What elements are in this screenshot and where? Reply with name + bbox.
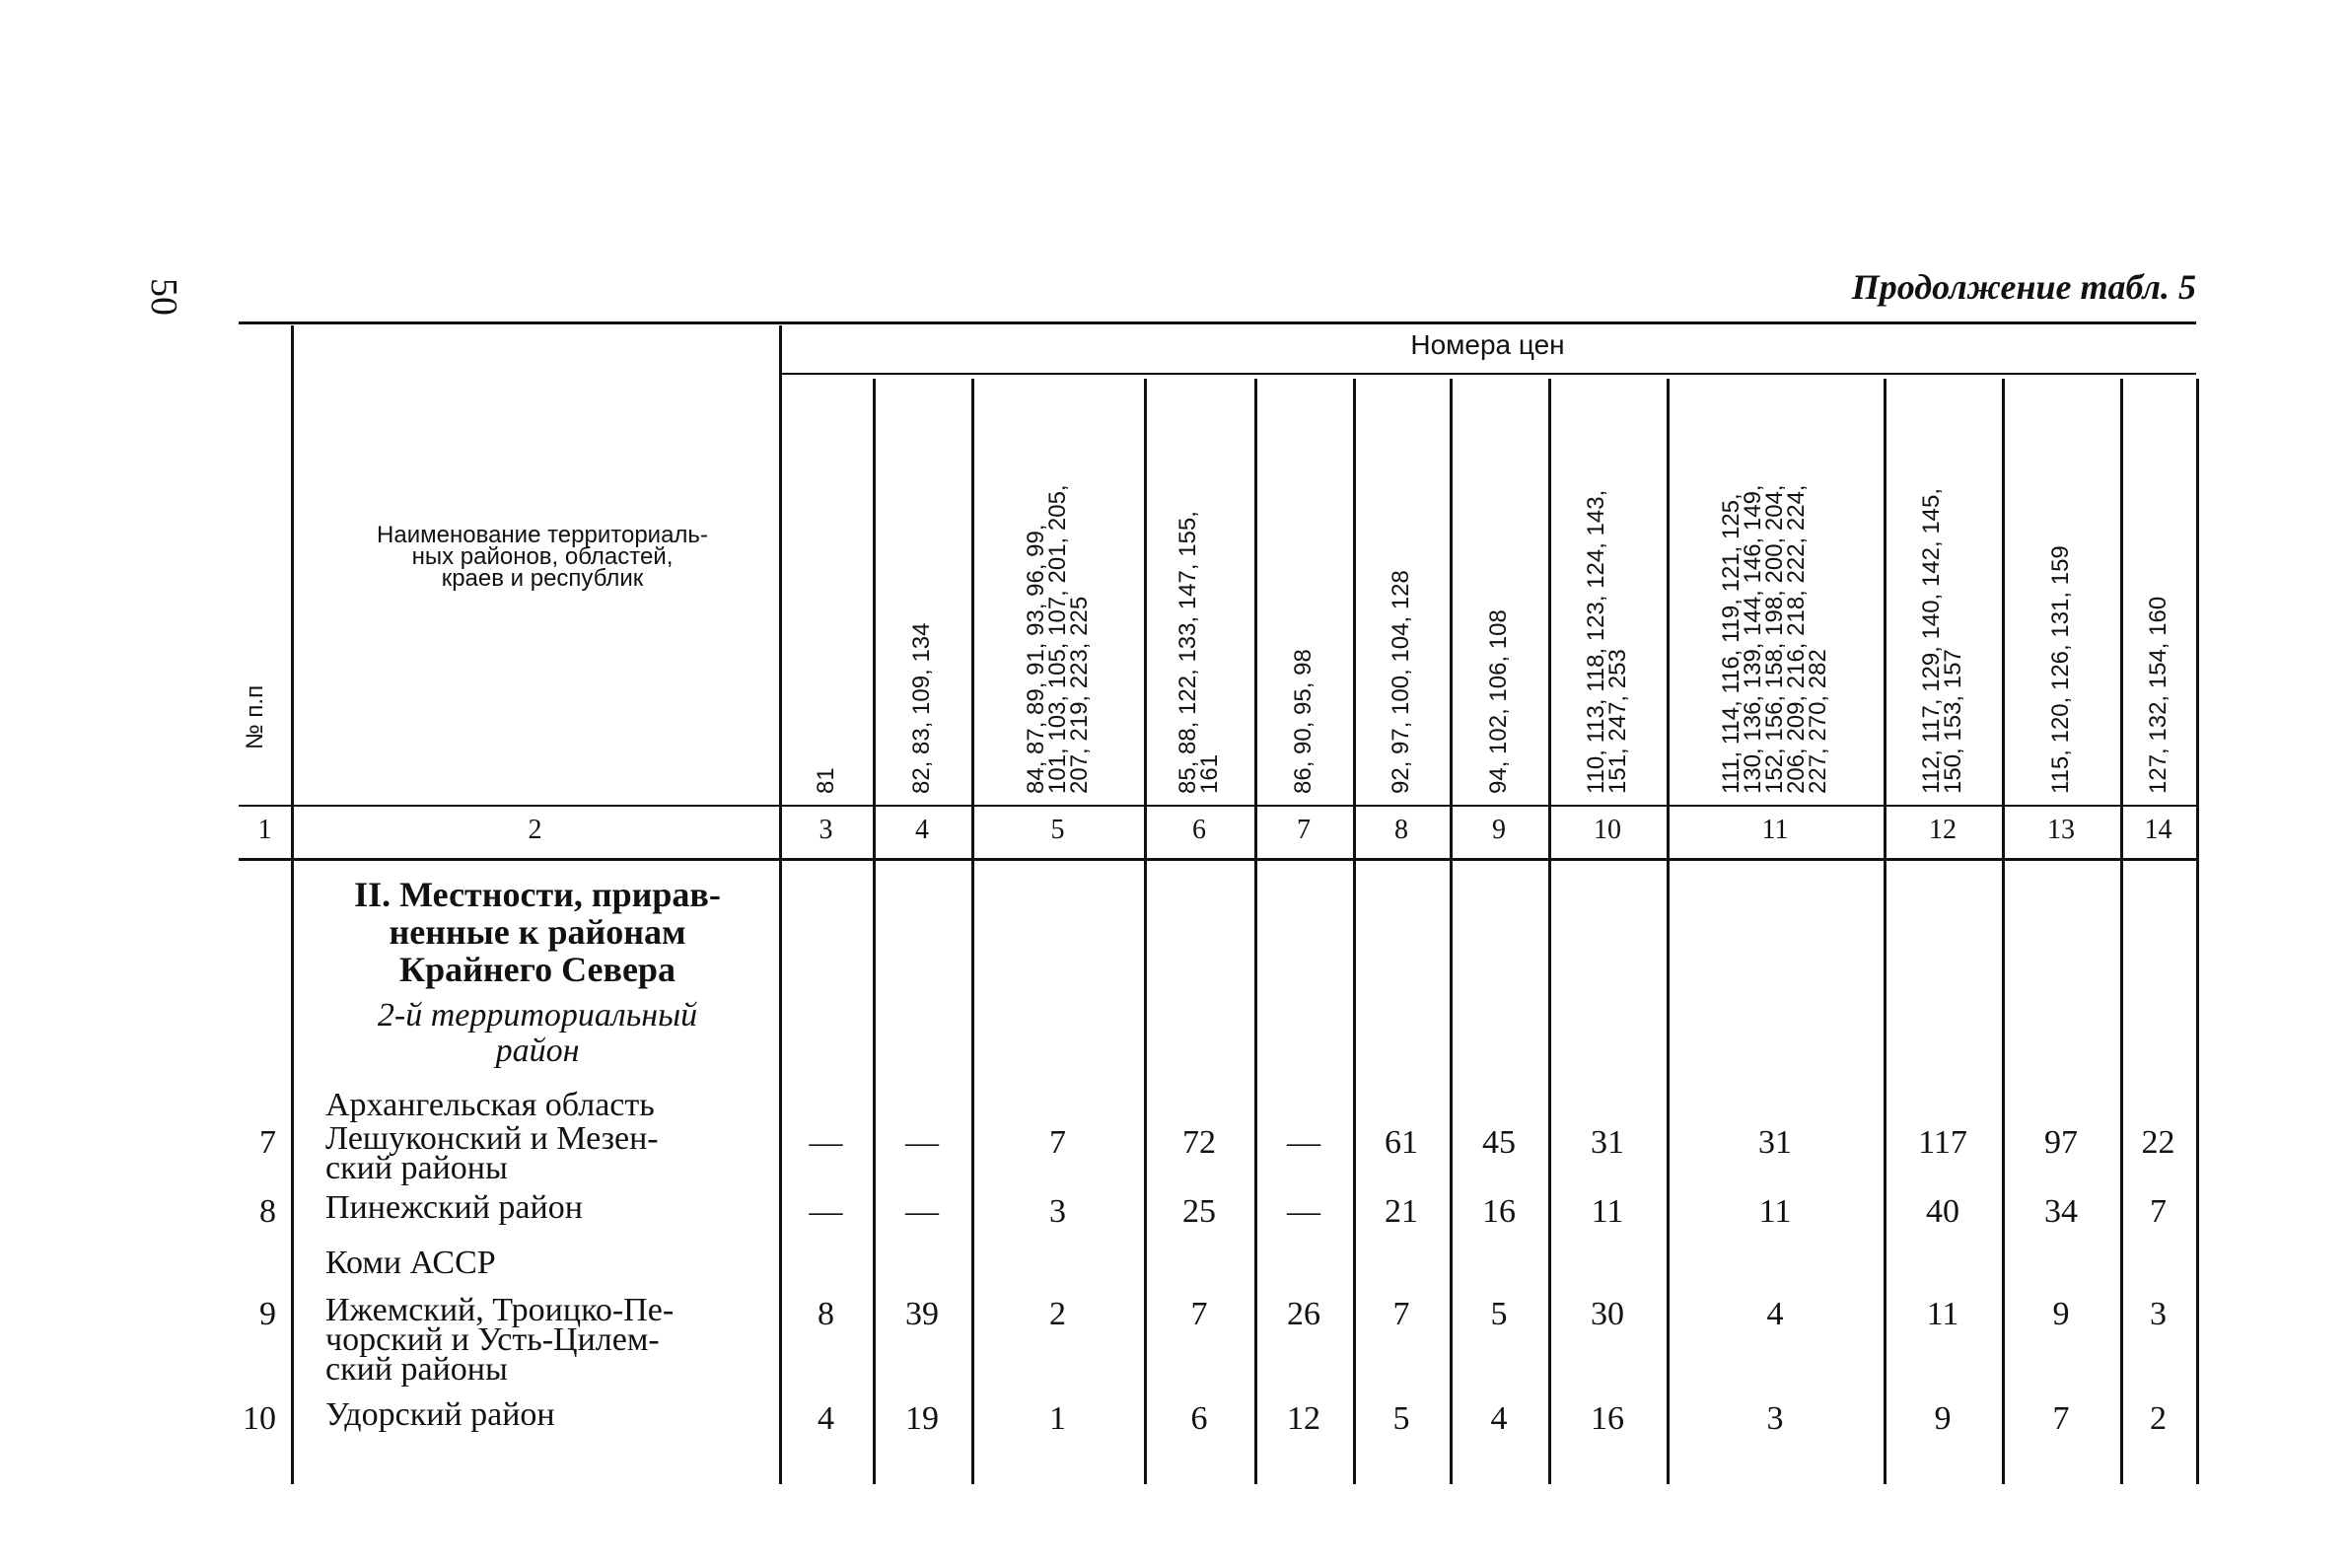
- table-cell: 19: [905, 1400, 939, 1437]
- column-number: 12: [1929, 815, 1957, 845]
- column-number: 9: [1492, 815, 1506, 845]
- price-column-header: [873, 380, 971, 794]
- table-cell: —: [1287, 1193, 1320, 1230]
- price-column-header: [2120, 380, 2196, 794]
- table-cell: 7: [1190, 1296, 1208, 1332]
- table-cell: 97: [2044, 1124, 2078, 1161]
- table-cell: 34: [2044, 1193, 2078, 1230]
- rule-colnums-bottom: [239, 858, 2196, 861]
- group-label-komi: Коми АССР: [325, 1245, 496, 1281]
- table-cell: 25: [1182, 1193, 1216, 1230]
- price-column-label: 94, 102, 106, 108: [1485, 609, 1512, 794]
- price-column-header: [971, 380, 1144, 794]
- table-cell: 9: [1934, 1400, 1952, 1437]
- column-number: 2: [528, 815, 542, 845]
- price-column-header: [1353, 380, 1450, 794]
- table-cell: 9: [2052, 1296, 2070, 1332]
- row-name: Удорский район: [325, 1396, 555, 1433]
- price-column-label: 115, 120, 126, 131, 159: [2047, 545, 2074, 794]
- table-cell: 7: [1392, 1296, 1410, 1332]
- table-cell: 21: [1385, 1193, 1418, 1230]
- table-cell: 11: [1591, 1193, 1624, 1230]
- price-column-label: 112, 117, 129, 140, 142, 145, 150, 153, 157: [1918, 487, 1966, 794]
- column-number: 8: [1394, 815, 1408, 845]
- row-name: Пинежский район: [325, 1189, 583, 1226]
- table-cell: —: [905, 1193, 939, 1230]
- column-number: 11: [1761, 815, 1789, 845]
- rule-top: [239, 321, 2196, 324]
- header-name: Наименование территориаль- ных районов, областей, краев и республик: [377, 522, 708, 592]
- price-column-label: 111, 114, 116, 119, 121, 125, 130, 136, 139, 144, 146, 149, 152, 156, 158, 198, 200, 204, 206, 209, 216, 218, 222, 224, 227, 270, 282: [1718, 484, 1831, 794]
- column-number: 10: [1594, 815, 1621, 845]
- table-cell: 22: [2141, 1124, 2175, 1161]
- price-column-label: 127, 132, 154, 160: [2144, 596, 2171, 794]
- table-cell: 11: [1926, 1296, 1959, 1332]
- column-number: 14: [2144, 815, 2172, 845]
- table-cell: 5: [1392, 1400, 1410, 1437]
- price-column-label: 86, 90, 95, 98: [1290, 649, 1317, 794]
- table-caption: Продолжение табл. 5: [1851, 267, 2196, 307]
- table-cell: 26: [1287, 1296, 1320, 1332]
- table-cell: 31: [1758, 1124, 1792, 1161]
- section-title: II. Местности, прирав- ненные к районам Крайнего Севера: [354, 875, 721, 989]
- column-rule: [2196, 379, 2199, 1484]
- table-cell: 3: [1049, 1193, 1066, 1230]
- row-number: 8: [259, 1193, 276, 1230]
- row-number: 7: [259, 1124, 276, 1161]
- table-cell: 16: [1591, 1400, 1624, 1437]
- row-number: 9: [259, 1296, 276, 1332]
- column-rule: [291, 325, 294, 1484]
- header-prices: Номера цен: [1410, 329, 1565, 360]
- price-column-header: [1548, 380, 1667, 794]
- table-cell: 7: [2150, 1193, 2167, 1230]
- table-cell: 2: [2150, 1400, 2167, 1437]
- table-cell: 11: [1758, 1193, 1792, 1230]
- table-cell: 2: [1049, 1296, 1066, 1332]
- table-cell: 4: [818, 1400, 834, 1437]
- page-number: 50: [143, 278, 184, 316]
- price-column-header: [1254, 380, 1353, 794]
- table-cell: 39: [905, 1296, 939, 1332]
- column-number: 1: [257, 815, 272, 845]
- row-name: Ижемский, Троицко-Пе- чорский и Усть-Цилем- ский районы: [325, 1292, 675, 1388]
- table-cell: —: [905, 1124, 939, 1161]
- table-cell: 30: [1591, 1296, 1624, 1332]
- price-column-label: 82, 83, 109, 134: [908, 622, 935, 794]
- column-number: 4: [915, 815, 929, 845]
- rule-colnums-top: [239, 805, 2196, 807]
- section-subtitle: 2-й территориальный район: [377, 997, 698, 1069]
- table-cell: 4: [1490, 1400, 1508, 1437]
- price-column-header: [1450, 380, 1548, 794]
- price-column-label: 92, 97, 100, 104, 128: [1388, 570, 1414, 794]
- price-column-header: [2002, 380, 2120, 794]
- table-cell: 7: [1049, 1124, 1066, 1161]
- table-cell: 4: [1766, 1296, 1784, 1332]
- group-label-arkhangelsk: Архангельская область: [325, 1087, 655, 1123]
- table-cell: 3: [1766, 1400, 1784, 1437]
- price-column-label: 84, 87, 89, 91, 93, 96, 99, 101, 103, 105, 107, 201, 205, 207, 219, 223, 225: [1022, 484, 1093, 794]
- column-number: 3: [819, 815, 833, 845]
- table-cell: —: [809, 1193, 843, 1230]
- rule-prices: [779, 373, 2196, 375]
- table-cell: 6: [1190, 1400, 1208, 1437]
- price-column-header: [779, 380, 873, 794]
- table-cell: 16: [1482, 1193, 1516, 1230]
- price-column-label: 85, 88, 122, 133, 147, 155, 161: [1174, 511, 1223, 794]
- price-column-header: [1144, 380, 1254, 794]
- table-cell: 72: [1182, 1124, 1216, 1161]
- table-cell: 7: [2052, 1400, 2070, 1437]
- table-cell: 3: [2150, 1296, 2167, 1332]
- price-column-header: [1884, 380, 2002, 794]
- table-cell: 117: [1918, 1124, 1967, 1161]
- table-cell: —: [1287, 1124, 1320, 1161]
- price-column-header: [1667, 380, 1884, 794]
- row-number: 10: [243, 1400, 276, 1437]
- column-number: 5: [1050, 815, 1065, 845]
- price-column-label: 110, 113, 118, 123, 124, 143, 151, 247, 253: [1583, 489, 1631, 794]
- column-number: 6: [1192, 815, 1206, 845]
- table-cell: 5: [1490, 1296, 1508, 1332]
- row-name: Лешуконский и Мезен- ский районы: [325, 1120, 659, 1186]
- table-cell: 12: [1287, 1400, 1320, 1437]
- header-row-no: № п.п: [242, 684, 268, 749]
- table-cell: 45: [1482, 1124, 1516, 1161]
- price-column-label: 81: [812, 767, 839, 794]
- table-cell: 1: [1049, 1400, 1066, 1437]
- table-cell: 61: [1385, 1124, 1418, 1161]
- column-number: 7: [1297, 815, 1311, 845]
- table-cell: —: [809, 1124, 843, 1161]
- column-number: 13: [2047, 815, 2075, 845]
- table-cell: 8: [818, 1296, 834, 1332]
- table-cell: 40: [1926, 1193, 1959, 1230]
- table-cell: 31: [1591, 1124, 1624, 1161]
